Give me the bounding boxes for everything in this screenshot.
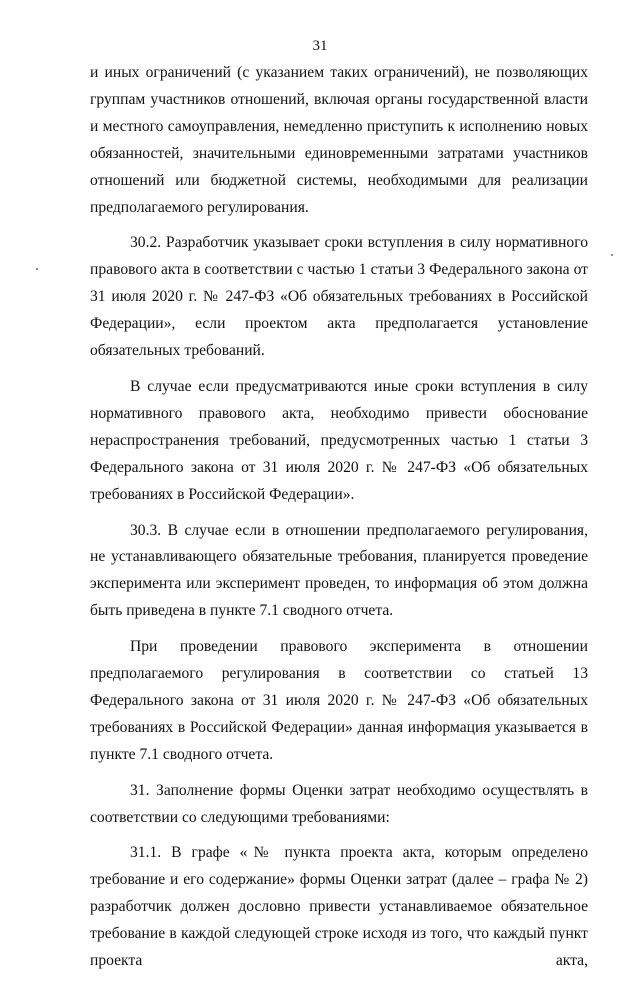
paragraph-31-1: 31.1. В графе «№ пункта проекта акта, которым определено требование и его содержание» формы Оценки затрат (далее – графа № 2) разработчик должен дословно привести устанавливаемое обязательное требование в каждой следующей строке исходя из того, что каждый пункт проекта акта, (90, 844, 588, 970)
paragraph-31: 31. Заполнение формы Оценки затрат необходимо осуществлять в соответствии со следующими требованиями: (90, 781, 588, 826)
page-number: 31 (312, 38, 328, 54)
scan-speck (36, 268, 38, 270)
document-body (90, 60, 588, 984)
paragraph-30-3: 30.3. В случае если в отношении предполагаемого регулирования, не устанавливающего обязательные требования, планируется проведение эксперимента или эксперимент проведен, то информация об этом должна быть приведена в пункте 7.1 сводного отчета. (90, 521, 588, 620)
scan-speck (611, 254, 613, 256)
paragraph-30-2: 30.2. Разработчик указывает сроки вступления в силу нормативного правового акта в соответствии с частью 1 статьи 3 Федерального закона от 31 июля 2020 г. № 247-ФЗ «Об обязательных требованиях в Российской Федерации», если проектом акта предполагается установление обязательных требований. (90, 234, 588, 360)
paragraph-continuation: и иных ограничений (с указанием таких ограничений), не позволяющих группам участников отношений, включая органы государственной власти и местного самоуправления, немедленно приступить к исполнению новых обязанностей, значительными единовременными затратами участников отношений или бюджетной системы, необходимыми для реализации предполагаемого регулирования. (90, 64, 588, 216)
paragraph-legal-experiment: При проведении правового эксперимента в отношении предполагаемого регулирования в соответствии со статьей 13 Федерального закона от 31 июля 2020 г. № 247-ФЗ «Об обязательных требованиях в Российской Федерации» данная информация указывается в пункте 7.1 сводного отчета. (90, 638, 588, 763)
paragraph-other-terms: В случае если предусматриваются иные сроки вступления в силу нормативного правового акта, необходимо привести обоснование нераспространения требований, предусмотренных частью 1 статьи 3 Федерального закона от 31 июля 2020 г. № 247-ФЗ «Об обязательных требованиях в Российской Федерации». (90, 377, 588, 503)
